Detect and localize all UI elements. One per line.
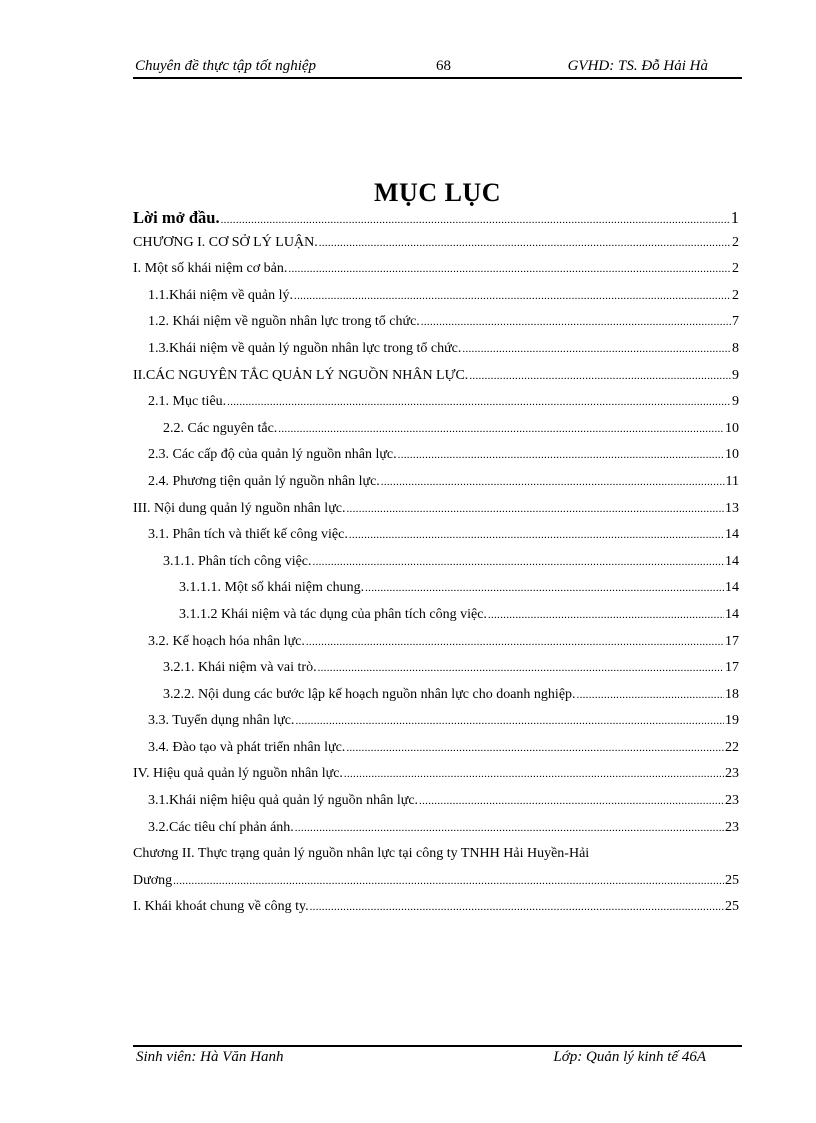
- toc-leader: [488, 609, 724, 621]
- toc-entry-page: 23: [725, 766, 739, 782]
- toc-entry-page: 8: [732, 340, 739, 356]
- toc-entry-page: 25: [725, 872, 739, 888]
- toc-entry-label: 3.2.Các tiêu chí phản ánh.: [148, 819, 294, 835]
- toc-entry[interactable]: [133, 501, 739, 528]
- toc-leader: [421, 316, 731, 328]
- toc-leader: [310, 901, 724, 913]
- toc-leader: [173, 875, 724, 887]
- toc-entry[interactable]: [133, 314, 739, 341]
- header-advisor: GVHD: TS. Đỗ Hải Hà: [567, 58, 708, 74]
- toc-entry-page: 14: [725, 527, 739, 543]
- toc-entry-page: 13: [725, 500, 739, 516]
- toc-leader: [347, 503, 725, 515]
- toc-leader: [365, 582, 724, 594]
- header-page-number: 68: [436, 58, 451, 74]
- toc-entry-label: Lời mở đầu.: [133, 208, 220, 227]
- toc-entry[interactable]: [133, 554, 739, 581]
- toc-entry[interactable]: [133, 527, 739, 554]
- toc-entry[interactable]: [133, 687, 739, 714]
- toc-entry-label: 3.3. Tuyển dụng nhân lực.: [148, 713, 295, 729]
- toc-entry-label: 3.1. Phân tích và thiết kế công việc.: [148, 527, 348, 543]
- toc-entry[interactable]: [133, 474, 739, 501]
- toc-leader: [313, 556, 724, 568]
- toc-leader: [344, 768, 724, 780]
- toc-entry-label: IV. Hiệu quả quản lý nguồn nhân lực.: [133, 766, 343, 782]
- footer-student: Sinh viên: Hà Văn Hanh: [136, 1049, 284, 1065]
- toc-entry-label: 3.1.1. Phân tích công việc.: [163, 553, 312, 569]
- toc-entry-label: 2.3. Các cấp độ của quản lý nguồn nhân lực.: [148, 447, 397, 463]
- toc-entry[interactable]: [133, 820, 739, 847]
- toc-entry[interactable]: [133, 368, 739, 395]
- toc-leader: [398, 449, 724, 461]
- toc-entry[interactable]: [133, 607, 739, 634]
- toc-entry-label: 1.2. Khái niệm về nguồn nhân lực trong tổ chức.: [148, 314, 420, 330]
- toc-entry-page: 2: [732, 261, 739, 277]
- page-header: [133, 56, 742, 76]
- toc-entry-label: CHƯƠNG I. CƠ SỞ LÝ LUẬN.: [133, 234, 318, 250]
- toc-entry-label: 1.3.Khái niệm về quản lý nguồn nhân lực trong tổ chức.: [148, 340, 462, 356]
- toc-entry[interactable]: [133, 873, 739, 900]
- toc-leader: [221, 214, 730, 226]
- toc-leader: [462, 343, 731, 355]
- toc-entry-label: 3.2. Kế hoạch hóa nhân lực.: [148, 633, 305, 649]
- toc-entry-page: 2: [732, 287, 739, 303]
- toc-leader: [295, 715, 724, 727]
- toc-entry-label: 3.1.1.1. Một số khái niệm chung.: [179, 580, 365, 596]
- toc-entry-page: 25: [725, 899, 739, 915]
- toc-entry-label: 1.1.Khái niệm về quản lý.: [148, 287, 294, 303]
- toc-entry-page: 14: [725, 606, 739, 622]
- toc-entry-label: 3.2.1. Khái niệm và vai trò.: [163, 660, 317, 676]
- toc-entry[interactable]: [133, 341, 739, 368]
- toc-entry[interactable]: [133, 261, 739, 288]
- toc-entry-label: 2.1. Mục tiêu.: [148, 394, 227, 410]
- toc-entry-page: 17: [725, 660, 739, 676]
- toc-leader: [319, 237, 731, 249]
- header-divider: [133, 77, 742, 79]
- toc-entry-page: 10: [725, 447, 739, 463]
- toc-entry-label: I. Khái khoát chung về công ty.: [133, 899, 309, 915]
- toc-entry-page: 23: [725, 819, 739, 835]
- toc-entry-page: 18: [725, 686, 739, 702]
- toc-entry-label: Dương: [133, 872, 173, 888]
- toc-leader: [419, 795, 724, 807]
- toc-leader: [294, 290, 731, 302]
- page-title: MỤC LỤC: [374, 178, 501, 207]
- toc-entry[interactable]: [133, 846, 739, 873]
- toc-entry[interactable]: [133, 740, 739, 767]
- toc-entry-page: 1: [730, 208, 739, 227]
- toc-leader: [306, 636, 724, 648]
- toc-entry-page: 9: [732, 394, 739, 410]
- toc-entry-page: 2: [732, 234, 739, 250]
- toc-leader: [227, 396, 731, 408]
- toc-entry[interactable]: [133, 288, 739, 315]
- toc-entry-label: III. Nội dung quản lý nguồn nhân lực.: [133, 500, 346, 516]
- toc-entry-page: 23: [725, 793, 739, 809]
- toc-entry-page: 22: [725, 739, 739, 755]
- toc-entry-page: 19: [725, 713, 739, 729]
- toc-entry-label: 3.1.1.2 Khái niệm và tác dụng của phân tích công việc.: [179, 606, 487, 622]
- toc-entry-page: 11: [725, 473, 739, 489]
- toc-entry[interactable]: [133, 713, 739, 740]
- toc-leader: [278, 423, 724, 435]
- toc-entry-page: 14: [725, 553, 739, 569]
- toc-leader: [577, 689, 724, 701]
- footer-divider: [133, 1045, 742, 1047]
- toc-entry-label: Chương II. Thực trạng quản lý nguồn nhân lực tại công ty TNHH Hải Huyền-Hải: [133, 846, 590, 862]
- toc-entry-label: 3.4. Đào tạo và phát triển nhân lực.: [148, 739, 346, 755]
- toc-leader: [288, 263, 731, 275]
- toc-entry-page: 7: [732, 314, 739, 330]
- toc-entry-label: II.CÁC NGUYÊN TẮC QUẢN LÝ NGUỒN NHÂN LỰC.: [133, 367, 469, 383]
- toc-entry-label: 2.4. Phương tiện quản lý nguồn nhân lực.: [148, 473, 380, 489]
- toc-entry[interactable]: [133, 766, 739, 793]
- toc-entry-page: 10: [725, 420, 739, 436]
- toc-leader: [318, 662, 724, 674]
- toc-entry[interactable]: [133, 421, 739, 448]
- toc-entry-page: 9: [732, 367, 739, 383]
- toc-entry[interactable]: [133, 660, 739, 687]
- toc-entry-page: 14: [725, 580, 739, 596]
- toc-entry[interactable]: [133, 394, 739, 421]
- toc-entry[interactable]: [133, 235, 739, 262]
- toc-entry[interactable]: [133, 447, 739, 474]
- toc-entry-page: 17: [725, 633, 739, 649]
- toc-entry-label: 3.2.2. Nội dung các bước lập kế hoạch nguồn nhân lực cho doanh nghiệp.: [163, 686, 576, 702]
- toc-leader: [349, 529, 724, 541]
- toc-leader: [346, 742, 724, 754]
- toc-leader: [295, 822, 724, 834]
- toc-entry[interactable]: [133, 793, 739, 820]
- toc-entry-label: 2.2. Các nguyên tắc.: [163, 420, 278, 436]
- toc-entry[interactable]: [133, 208, 739, 235]
- page-footer: [133, 1049, 742, 1069]
- toc-entry-label: 3.1.Khái niệm hiệu quả quản lý nguồn nhân lực.: [148, 793, 419, 809]
- toc-entry-label: I. Một số khái niệm cơ bản.: [133, 261, 288, 277]
- table-of-contents: [133, 208, 739, 926]
- toc-leader: [469, 370, 731, 382]
- toc-entry[interactable]: [133, 634, 739, 661]
- footer-class: Lớp: Quản lý kinh tế 46A: [553, 1049, 706, 1065]
- toc-leader: [381, 476, 725, 488]
- toc-entry[interactable]: [133, 899, 739, 926]
- toc-entry[interactable]: [133, 580, 739, 607]
- header-course-title: Chuyên đề thực tập tốt nghiệp: [135, 58, 317, 74]
